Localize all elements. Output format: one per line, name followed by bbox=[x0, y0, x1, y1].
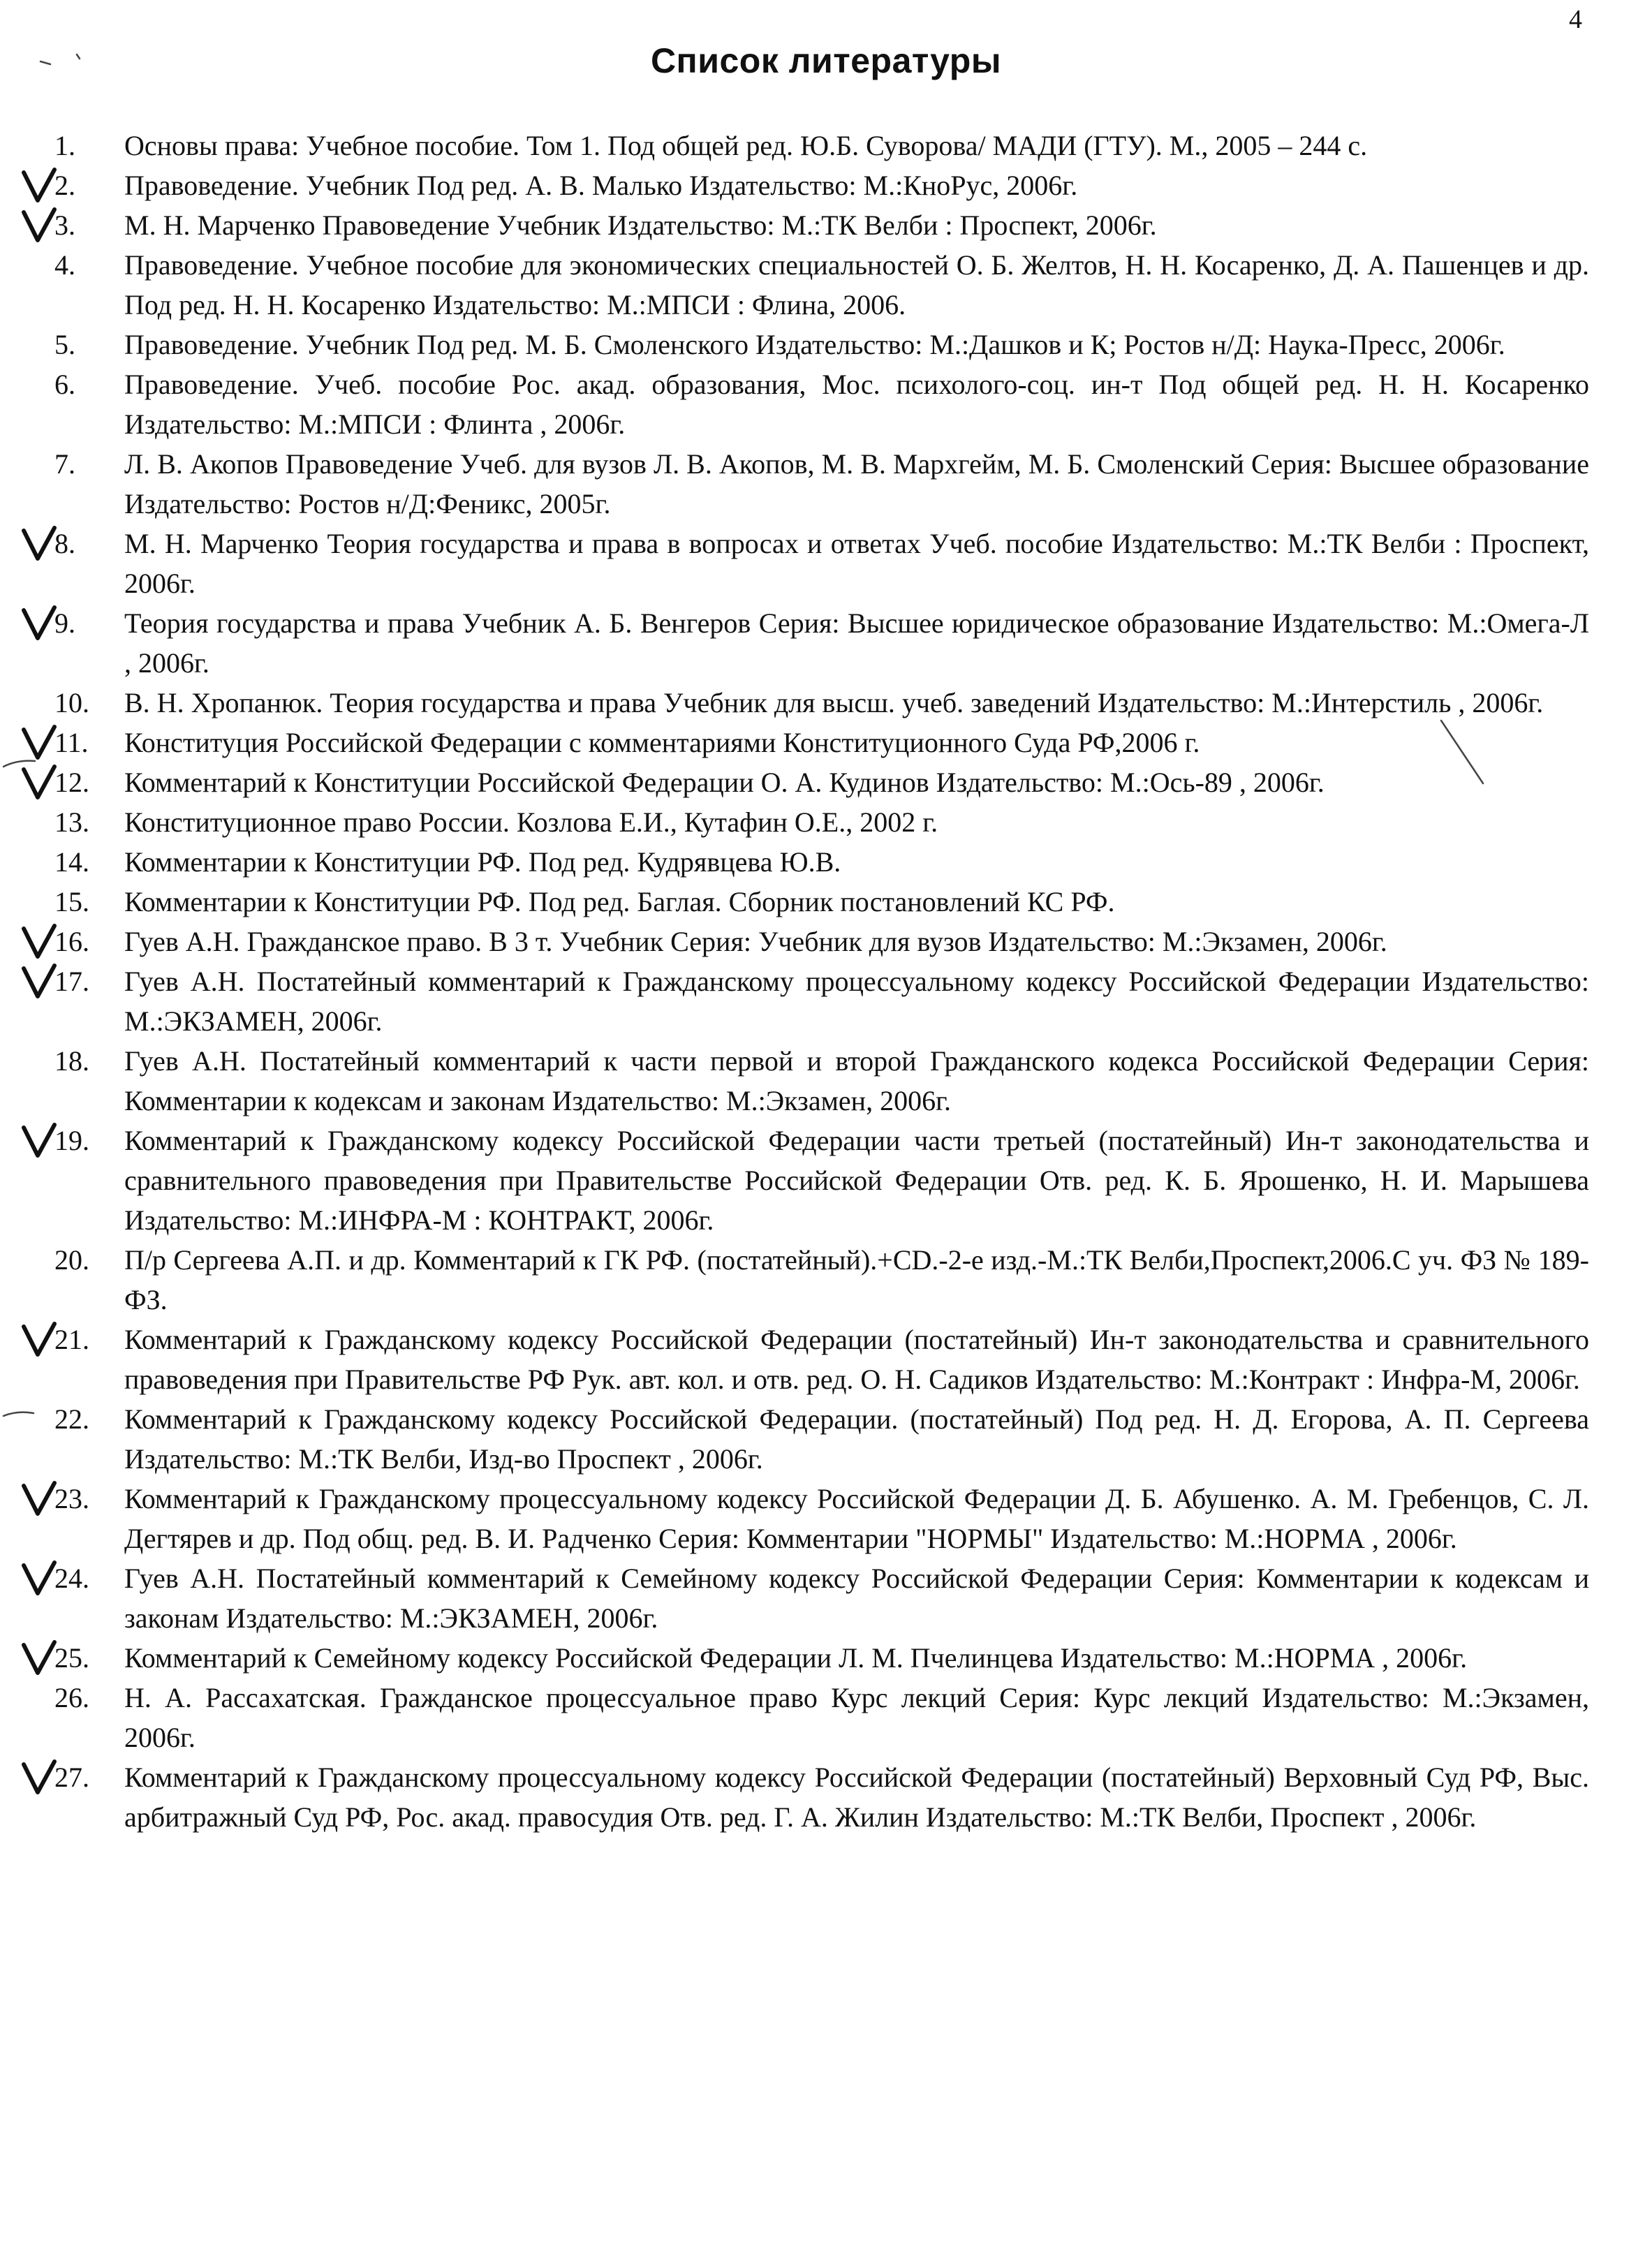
list-item bbox=[54, 1558, 1589, 1638]
scan-speck-icon bbox=[35, 49, 84, 77]
entry-number: 17. bbox=[54, 966, 89, 997]
entry-number: 13. bbox=[54, 806, 89, 838]
list-item bbox=[54, 961, 1589, 1041]
entry-number: 8. bbox=[54, 528, 75, 559]
entry-number: 9. bbox=[54, 607, 75, 639]
entry-text: Правоведение. Учебник Под ред. М. Б. Смоленского Издательство: М.:Дашков и К; Ростов н/Д: Наука-Пресс, 2006г. bbox=[124, 329, 1505, 360]
entry-number: 6. bbox=[54, 369, 75, 400]
entry-number: 14. bbox=[54, 846, 89, 878]
entry-number: 20. bbox=[54, 1244, 89, 1276]
entry-number: 1. bbox=[54, 130, 75, 161]
entry-text: Комментарии к Конституции РФ. Под ред. Кудрявцева Ю.В. bbox=[124, 846, 841, 878]
entry-number: 25. bbox=[54, 1642, 89, 1674]
entry-number: 24. bbox=[54, 1563, 89, 1594]
list-item bbox=[54, 603, 1589, 683]
entry-text: Комментарий к Гражданскому процессуальному кодексу Российской Федерации (постатейный) Верховный Суд РФ, Выс. арбитражный Суд РФ, Рос. акад. правосудия Отв. ред. Г. А. Жилин Издательство: М.:ТК Велби, Проспект , 2006г. bbox=[124, 1762, 1589, 1833]
entry-text: В. Н. Хропанюк. Теория государства и права Учебник для высш. учеб. заведений Издательство: М.:Интерстиль , 2006г. bbox=[124, 687, 1544, 718]
list-item bbox=[54, 802, 1589, 842]
entry-text: Комментарий к Семейному кодексу Российской Федерации Л. М. Пчелинцева Издательство: М.:НОРМА , 2006г. bbox=[124, 1642, 1468, 1674]
check-mark-icon bbox=[20, 1560, 59, 1597]
list-item bbox=[54, 245, 1589, 325]
entry-text: Конституция Российской Федерации с комментариями Конституционного Суда РФ,2006 г. bbox=[124, 727, 1200, 758]
entry-text: Гуев А.Н. Постатейный комментарий к части первой и второй Гражданского кодекса Российской Федерации Серия: Комментарии к кодексам и законам Издательство: М.:Экзамен, 2006г. bbox=[124, 1045, 1589, 1116]
entry-text: Гуев А.Н. Гражданское право. В 3 т. Учебник Серия: Учебник для вузов Издательство: М.:Экзамен, 2006г. bbox=[124, 926, 1387, 957]
entry-number: 4. bbox=[54, 249, 75, 281]
list-item bbox=[54, 922, 1589, 961]
entry-text: Правоведение. Учебное пособие для экономических специальностей О. Б. Желтов, Н. Н. Косаренко, Д. А. Пашенцев и др. Под ред. Н. Н. Косаренко Издательство: М.:МПСИ : Флина, 2006. bbox=[124, 249, 1589, 320]
entry-text: Комментарии к Конституции РФ. Под ред. Баглая. Сборник постановлений КС РФ. bbox=[124, 886, 1115, 917]
list-item bbox=[54, 683, 1589, 723]
page-title: Список литературы bbox=[650, 41, 1002, 80]
check-mark-icon bbox=[20, 1122, 59, 1160]
entry-number: 23. bbox=[54, 1483, 89, 1514]
check-mark-icon bbox=[20, 724, 59, 762]
entry-number: 15. bbox=[54, 886, 89, 917]
list-item bbox=[54, 762, 1589, 802]
entry-text: Комментарий к Гражданскому кодексу Российской Федерации. (постатейный) Под ред. Н. Д. Егорова, А. П. Сергеева Издательство: М.:ТК Велби, Изд-во Проспект , 2006г. bbox=[124, 1403, 1589, 1475]
list-item bbox=[54, 205, 1589, 245]
entry-text: Гуев А.Н. Постатейный комментарий к Гражданскому процессуальному кодексу Российской Федерации Издательство: М.:ЭКЗАМЕН, 2006г. bbox=[124, 966, 1589, 1037]
entry-text: Правоведение. Учебник Под ред. А. В. Малько Издательство: М.:КноРус, 2006г. bbox=[124, 170, 1078, 201]
check-mark-icon bbox=[20, 207, 59, 244]
scan-speck-icon bbox=[0, 1403, 42, 1424]
check-mark-icon bbox=[20, 1321, 59, 1359]
entry-text: Комментарий к Гражданскому процессуальному кодексу Российской Федерации Д. Б. Абушенко. А. М. Гребенцов, С. Л. Дегтярев и др. Под общ. ред. В. И. Радченко Серия: Комментарии "НОРМЫ" Издательство: М.:НОРМА , 2006г. bbox=[124, 1483, 1589, 1554]
list-item bbox=[54, 444, 1589, 524]
entry-number: 18. bbox=[54, 1045, 89, 1077]
check-mark-icon bbox=[20, 605, 59, 642]
list-item bbox=[54, 1638, 1589, 1678]
check-mark-icon bbox=[20, 1759, 59, 1796]
entry-number: 3. bbox=[54, 209, 75, 241]
entry-text: Комментарий к Гражданскому кодексу Российской Федерации (постатейный) Ин-т законодательства и сравнительного правоведения при Правительстве РФ Рук. авт. кол. и отв. ред. О. Н. Садиков Издательство: М.:Контракт : Инфра-М, 2006г. bbox=[124, 1324, 1589, 1395]
entry-number: 2. bbox=[54, 170, 75, 201]
check-mark-icon bbox=[20, 923, 59, 961]
list-item bbox=[54, 842, 1589, 882]
entry-number: 7. bbox=[54, 448, 75, 480]
entry-number: 16. bbox=[54, 926, 89, 957]
entry-text: Основы права: Учебное пособие. Том 1. Под общей ред. Ю.Б. Суворова/ МАДИ (ГТУ). М., 2005 – 244 с. bbox=[124, 130, 1368, 161]
entry-text: Теория государства и права Учебник А. Б. Венгеров Серия: Высшее юридическое образование Издательство: М.:Омега-Л , 2006г. bbox=[124, 607, 1589, 679]
bibliography-list bbox=[54, 126, 1589, 1837]
list-item bbox=[54, 1399, 1589, 1479]
entry-text: М. Н. Марченко Правоведение Учебник Издательство: М.:ТК Велби : Проспект, 2006г. bbox=[124, 209, 1157, 241]
list-item bbox=[54, 1121, 1589, 1240]
list-item bbox=[54, 1479, 1589, 1558]
entry-text: Комментарий к Конституции Российской Федерации О. А. Кудинов Издательство: М.:Ось-89 , 2006г. bbox=[124, 767, 1325, 798]
entry-text: Гуев А.Н. Постатейный комментарий к Семейному кодексу Российской Федерации Серия: Комментарии к кодексам и законам Издательство: М.:ЭКЗАМЕН, 2006г. bbox=[124, 1563, 1589, 1634]
check-mark-icon bbox=[20, 1639, 59, 1677]
entry-number: 5. bbox=[54, 329, 75, 360]
list-item bbox=[54, 1320, 1589, 1399]
list-item bbox=[54, 165, 1589, 205]
entry-number: 26. bbox=[54, 1682, 89, 1713]
entry-text: Комментарий к Гражданскому кодексу Российской Федерации части третьей (постатейный) Ин-т законодательства и сравнительного правоведения при Правительстве Российской Федерации Отв. ред. К. Б. Ярошенко, Н. И. Марышева Издательство: М.:ИНФРА-М : КОНТРАКТ, 2006г. bbox=[124, 1125, 1589, 1236]
list-item bbox=[54, 1240, 1589, 1320]
entry-text: Правоведение. Учеб. пособие Рос. акад. образования, Мос. психолого-соц. ин-т Под общей ред. Н. Н. Косаренко Издательство: М.:МПСИ : Флинта , 2006г. bbox=[124, 369, 1589, 440]
entry-number: 22. bbox=[54, 1403, 89, 1435]
check-mark-icon bbox=[20, 764, 59, 802]
entry-number: 19. bbox=[54, 1125, 89, 1156]
entry-text: Н. А. Рассахатская. Гражданское процессуальное право Курс лекций Серия: Курс лекций Издательство: М.:Экзамен, 2006г. bbox=[124, 1682, 1589, 1753]
entry-text: П/р Сергеева А.П. и др. Комментарий к ГК РФ. (постатейный).+CD.-2-е изд.-М.:ТК Велби,Проспект,2006.С уч. ФЗ № 189-ФЗ. bbox=[124, 1244, 1589, 1315]
check-mark-icon bbox=[20, 167, 59, 205]
list-item bbox=[54, 126, 1589, 165]
list-item bbox=[54, 325, 1589, 364]
entry-number: 12. bbox=[54, 767, 89, 798]
list-item bbox=[54, 723, 1589, 762]
entry-text: Конституционное право России. Козлова Е.И., Кутафин О.Е., 2002 г. bbox=[124, 806, 938, 838]
list-item bbox=[54, 1041, 1589, 1121]
check-mark-icon bbox=[20, 1480, 59, 1518]
list-item bbox=[54, 1757, 1589, 1837]
check-mark-icon bbox=[20, 525, 59, 563]
entry-text: М. Н. Марченко Теория государства и права в вопросах и ответах Учеб. пособие Издательство: М.:ТК Велби : Проспект, 2006г. bbox=[124, 528, 1589, 599]
list-item bbox=[54, 524, 1589, 603]
entry-number: 21. bbox=[54, 1324, 89, 1355]
entry-number: 10. bbox=[54, 687, 89, 718]
entry-number: 27. bbox=[54, 1762, 89, 1793]
entry-number: 11. bbox=[54, 727, 89, 758]
check-mark-icon bbox=[20, 963, 59, 1001]
list-item bbox=[54, 1678, 1589, 1757]
page-number: 4 bbox=[1569, 5, 1582, 34]
list-item bbox=[54, 364, 1589, 444]
entry-text: Л. В. Акопов Правоведение Учеб. для вузов Л. В. Акопов, М. В. Мархгейм, М. Б. Смоленский Серия: Высшее образование Издательство: Ростов н/Д:Феникс, 2005г. bbox=[124, 448, 1589, 519]
list-item bbox=[54, 882, 1589, 922]
